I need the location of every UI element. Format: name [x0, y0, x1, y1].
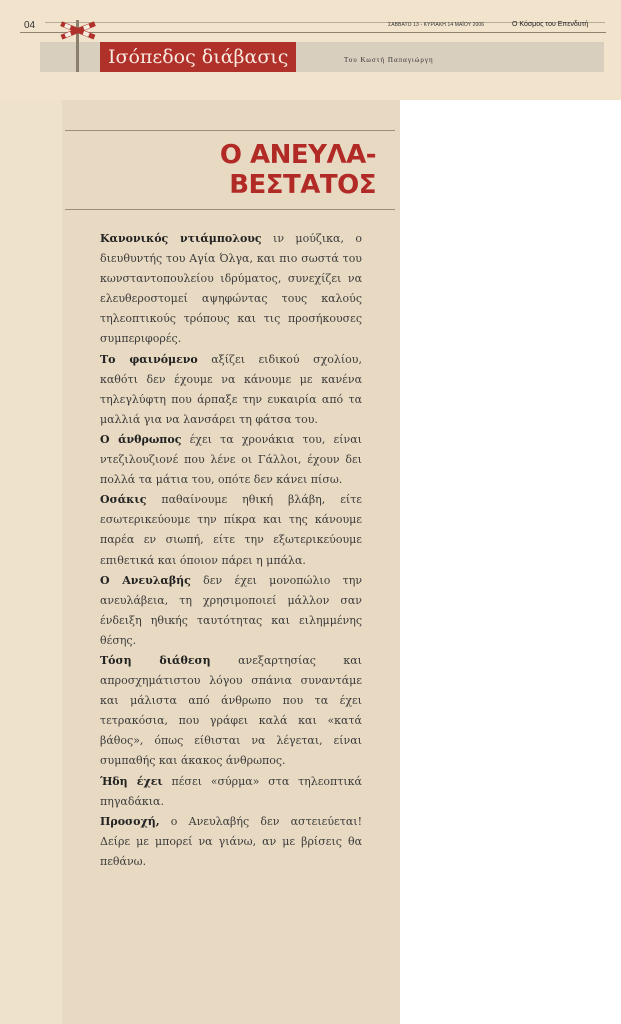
article-body	[100, 229, 362, 872]
paragraph-lead: Ήδη έχει	[100, 774, 163, 788]
paragraph-text: ιν μούζικα, ο διευθυντής του Αγία Όλγα, και πιο σωστά του κωνσταντοπουλείου ιδρύματος, συνεχίζει να ελευθεροστομεί αψηφώντας τους καλούς τηλεοπτικούς τρόπους και τις προσήκουσες συμπεριφορές.	[100, 232, 362, 346]
paragraph-lead: Προσοχή,	[100, 814, 160, 828]
paragraph-text: πέσει «σύρμα» στα τηλεοπτικά πηγαδάκια.	[100, 774, 362, 808]
column-author: Του Κωστή Παπαγιώργη	[344, 56, 434, 64]
paragraph-lead: Ο Ανευλαβής	[100, 573, 191, 587]
headline-line-1: Ο ΑΝΕΥΛΑ-	[219, 140, 376, 170]
article-paragraph	[100, 651, 362, 772]
paragraph-text: ο Ανευλαβής δεν αστειεύεται! Δείρε με μπορεί να γιάνω, αν με βρίσεις θα πεθάνω.	[100, 814, 362, 868]
header-divider	[20, 32, 606, 33]
article-paragraph	[100, 350, 362, 430]
paragraph-lead: Τόση διάθεση	[100, 653, 211, 667]
article-headline	[140, 140, 376, 200]
page-number: 04	[24, 20, 36, 31]
article-paragraph	[100, 812, 362, 872]
paragraph-lead: Ο άνθρωπος	[100, 432, 182, 446]
paragraph-text: ανεξαρτησίας και απροσχημάτιστου λόγου σπάνια συναντάμε και μάλιστα από άνθρωπο που τα έχει τετρακόσια, που γράφει καλά και «κατά βάθος», όπως είθισται να λέγεται, είναι συμπαθής και άκακος άνθρωπος.	[100, 653, 362, 768]
paragraph-lead: Κανονικός ντιάμπολους	[100, 232, 262, 245]
railway-crossing-icon	[58, 14, 98, 72]
paragraph-lead: Οσάκις	[100, 493, 147, 507]
paragraph-text: δεν έχει μονοπώλιο την ανευλάβεια, τη χρησιμοποιεί μάλλον σαν ένδειξη ηθικής ταυτότητας και ειλημμένης θέσης.	[100, 573, 363, 647]
publication-name: Ο Κόσμος του Επενδυτή	[512, 21, 589, 28]
article-paragraph	[100, 772, 362, 812]
headline-bottom-rule	[65, 209, 395, 210]
date-line: ΣΑΒΒΑΤΟ 13 - ΚΥΡΙΑΚΗ 14 ΜΑΪΟΥ 2006	[388, 22, 485, 28]
paragraph-text: έχει τα χρονάκια του, είναι ντεζιλουζιονέ που λένε οι Γάλλοι, έχουν δει πολλά τα μάτια του, οπότε δεν κάνει πίσω.	[100, 432, 362, 487]
headline-top-rule	[65, 130, 395, 131]
article-paragraph	[100, 571, 362, 651]
column-title: Ισόπεδος διάβασις	[100, 42, 296, 72]
paragraph-lead: Το φαινόμενο	[100, 352, 198, 366]
paragraph-text: παθαίνουμε ηθική βλάβη, είτε εσωτερικεύουμε την πίκρα και της κάνουμε παρέα εν σιωπή, είτε την εξωτερικεύουμε επιθετικά και όποιον πάρει η μπάλα.	[100, 493, 362, 567]
headline-line-2: ΒΕΣΤΑΤΟΣ	[229, 170, 376, 200]
article-paragraph	[100, 430, 362, 490]
article-paragraph	[100, 229, 362, 350]
paragraph-text: αξίζει ειδικού σχολίου, καθότι δεν έχουμε να κάνουμε με κανένα τηλεγλύφτη που άρπαξε την ευκαιρία από τα μαλλιά για να λανσάρει τη φάτσα του.	[100, 352, 362, 426]
article-paragraph	[100, 490, 362, 570]
